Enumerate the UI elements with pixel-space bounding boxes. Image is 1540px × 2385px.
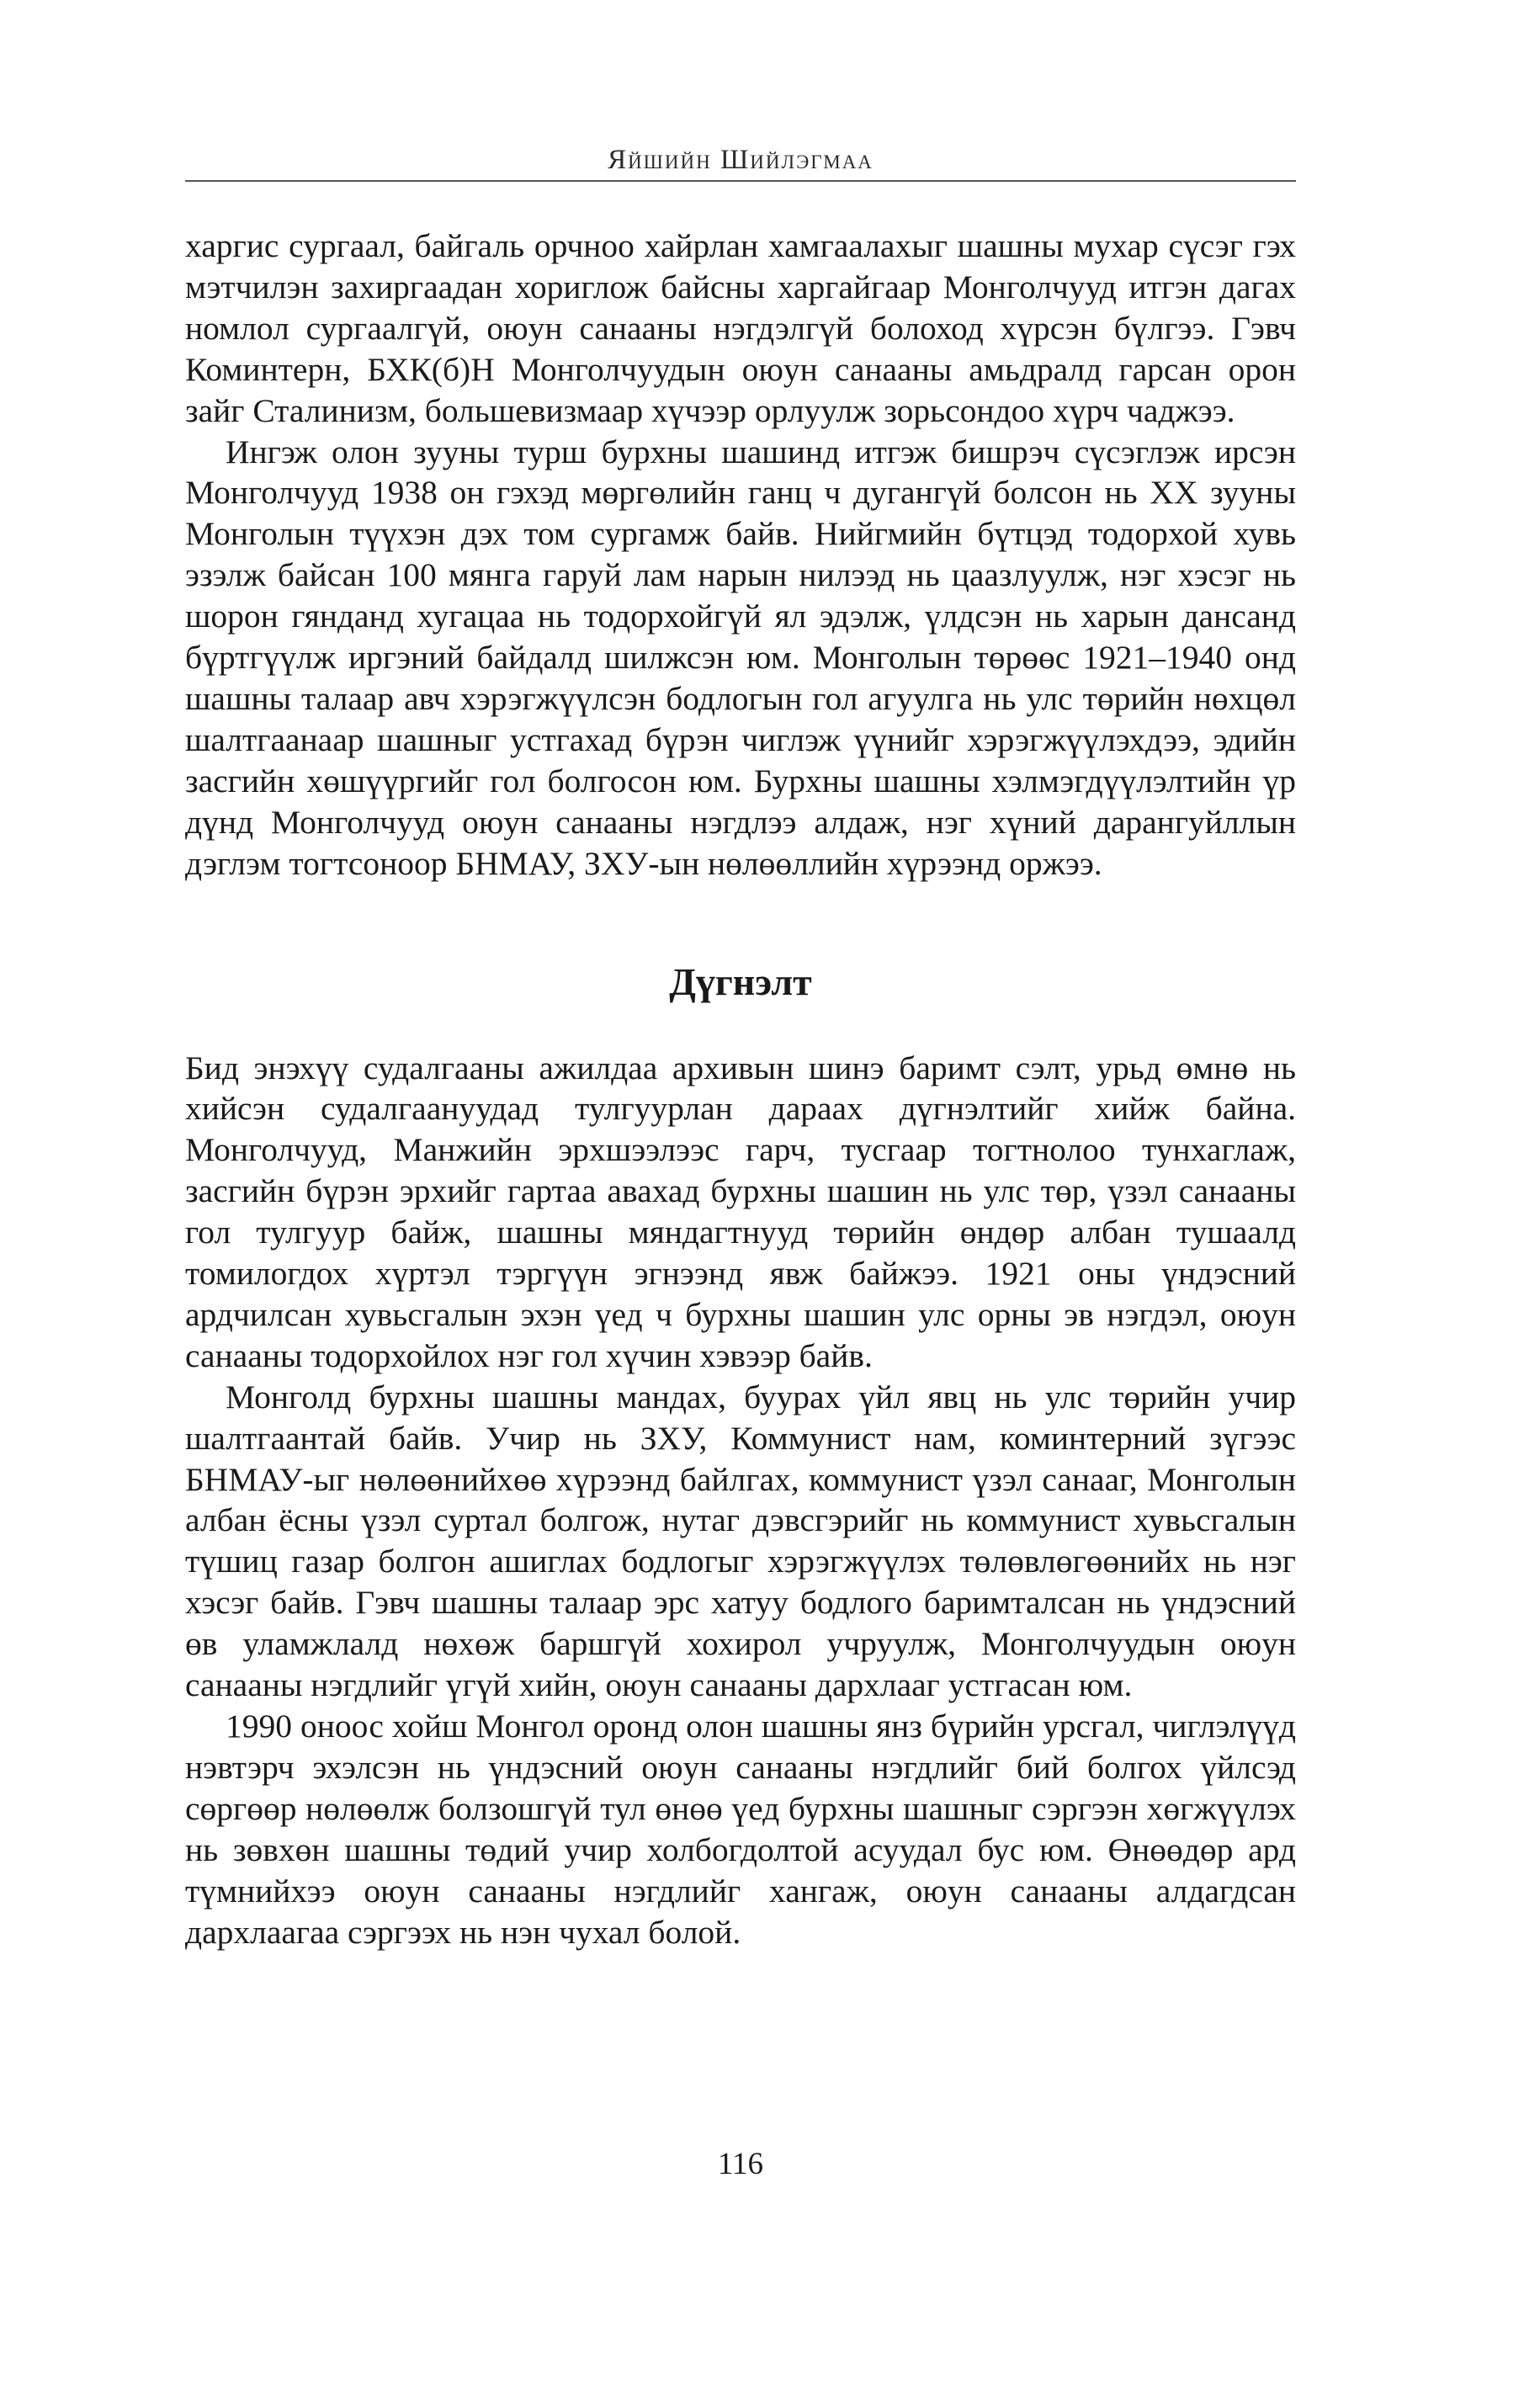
section-heading: Дүгнэлт bbox=[669, 959, 812, 1003]
page-number: 116 bbox=[717, 2147, 764, 2181]
page-body bbox=[185, 226, 1296, 1952]
paragraph: Бид энэхүү судалгааны ажилдаа архивын шинэ баримт сэлт, урьд өмнө нь хийсэн судалгаануудад тулгуурлан дараах дүгнэлтийг хийж байна. Монголчууд, Манжийн эрхшээлээс гарч, тусгаар тогтнолоо тунхаглаж, засгийн бүрэн эрхийг гартаа авахад бурхны шашин нь улс төр, үзэл санааны гол тулгуур байж, шашны мяндагтнууд төрийн өндөр албан тушаалд томилогдох хүртэл тэргүүн эгнээнд явж байжээ. 1921 оны үндэсний ардчилсан хувьсгалын эхэн үед ч бурхны шашин улс орны эв нэгдэл, оюун санааны тодорхойлох нэг гол хүчин хэвээр байв. bbox=[185, 1049, 1296, 1374]
running-head: Яйшийн Шийлэгмаа bbox=[608, 145, 874, 175]
paragraph: Монголд бурхны шашны мандах, буурах үйл явц нь улс төрийн учир шалтгаантай байв. Учир нь ЗХУ, Коммунист нам, коминтерний зүгээс БНМАУ-ыг нөлөөнийхөө хүрээнд байлгах, коммунист үзэл санааг, Монголын албан ёсны үзэл суртал болгож, нутаг дэвсгэрийг нь коммунист хувьсгалын түшиц газар болгон ашиглах бодлогыг хэрэгжүүлэх төлөвлөгөөнийх нь нэг хэсэг байв. Гэвч шашны талаар эрс хатуу бодлого баримталсан нь үндэсний өв уламжлалд нөхөж баршгүй хохирол учруулж, Монголчуудын оюун санааны нэгдлийг үгүй хийн, оюун санааны дархлааг устгасан юм. bbox=[185, 1378, 1296, 1704]
paragraph-continued: харгис сургаал, байгаль орчноо хайрлан хамгаалахыг шашны мухар сүсэг гэх мэтчилэн захиргаадан хориглож байсны харгайгаар Монголчууд итгэн дагах номлол сургаалгүй, оюун санааны нэгдэлгүй болоход хүрсэн бүлгээ. Гэвч Коминтерн, БХК(б)Н Монголчуудын оюун санааны амьдралд гарсан орон зайг Сталинизм, большевизмаар хүчээр орлуулж зорьсондоо хүрч чаджээ. bbox=[185, 227, 1296, 429]
header-rule bbox=[185, 180, 1296, 182]
paragraph: Ингэж олон зууны турш бурхны шашинд итгэж бишрэч сүсэглэж ирсэн Монголчууд 1938 он гэхэд мөргөлийн ганц ч дугангүй болсон нь XX зууны Монголын түүхэн дэх том сургамж байв. Нийгмийн бүтцэд тодорхой хувь эзэлж байсан 100 мянга гаруй лам нарын нилээд нь цаазлуулж, нэг хэсэг нь шорон гянданд хугацаа нь тодорхойгүй ял эдэлж, үлдсэн нь харын дансанд бүртгүүлж иргэний байдалд шилжсэн юм. Монголын төрөөс 1921–1940 онд шашны талаар авч хэрэгжүүлсэн бодлогын гол агуулга нь улс төрийн нөхцөл шалтгаанаар шашныг устгахад бүрэн чиглэж үүнийг хэрэгжүүлэхдээ, эдийн засгийн хөшүүргийг гол болгосон юм. Бурхны шашны хэлмэгдүүлэлтийн үр дүнд Монголчууд оюун санааны нэгдлээ алдаж, нэг хүний дарангуйллын дэглэм тогтсоноор БНМАУ, ЗХУ-ын нөлөөллийн хүрээнд оржээ. bbox=[185, 433, 1296, 882]
paragraph: 1990 оноос хойш Монгол оронд олон шашны янз бүрийн урсгал, чиглэлүүд нэвтэрч эхэлсэн нь үндэсний оюун санааны нэгдлийг бий болгох үйлсэд сөргөөр нөлөөлж болзошгүй тул өнөө үед бурхны шашныг сэргээн хөгжүүлэх нь зөвхөн шашны төдий учир холбогдолтой асуудал бус юм. Өнөөдөр ард түмнийхээ оюун санааны нэгдлийг хангаж, оюун санааны алдагдсан дархлаагаа сэргээх нь нэн чухал болой. bbox=[185, 1708, 1296, 1951]
